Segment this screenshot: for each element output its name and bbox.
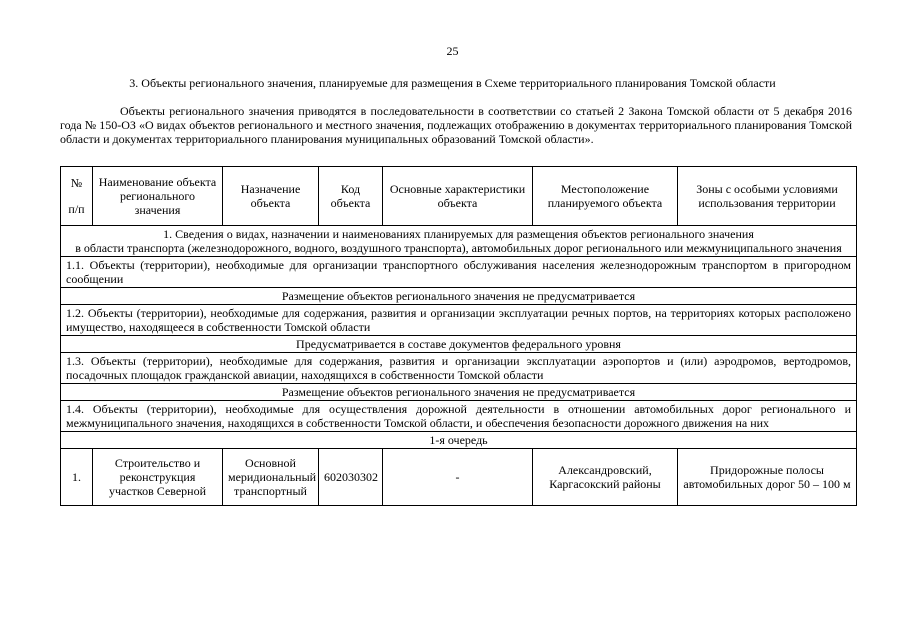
note-1-2: Предусматривается в составе документов федерального уровня [61,336,857,353]
note-row [61,384,857,401]
header-characteristics: Основные характеристики объекта [383,167,533,226]
intro-paragraph: Объекты регионального значения приводятся в последовательности в соответствии со статьей 2 Закона Томской области от 5 декабря 2016 года № 150-ОЗ «О видах объектов регионального и местного значения, подлежащих отображению в документах территориального планирования Томской области и документах территориального планирования муниципальных образований Томской области». [60,104,852,146]
table-row [61,449,857,506]
objects-table [60,166,857,506]
header-name: Наименование объекта регионального значения [93,167,223,226]
row-number: 1. [61,449,93,506]
row-zones: Придорожные полосы автомобильных дорог 50 – 100 м [678,449,857,506]
section-heading-row [61,226,857,257]
note-1-1: Размещение объектов регионального значения не предусматривается [61,288,857,305]
section-heading-line-1: 1. Сведения о видах, назначении и наименованиях планируемых для размещения объектов регионального значения [163,227,754,241]
subsection-row [61,401,857,432]
subsection-1-4: 1.4. Объекты (территории), необходимые для осуществления дорожной деятельности в отношении автомобильных дорог регионального и межмуниципального значения, находящихся в собственности Томской области, и обеспечения безопасности дорожного движения на них [61,401,857,432]
row-code: 602030302 [319,449,383,506]
subsection-1-1: 1.1. Объекты (территории), необходимые для организации транспортного обслуживания населения железнодорожным транспортом в пригородном сообщении [61,257,857,288]
stage-row [61,432,857,449]
subsection-1-3: 1.3. Объекты (территории), необходимые для содержания, развития и организации эксплуатации аэропортов и (или) аэродромов, вертодромов, посадочных площадок гражданской авиации, находящихся в собственности Томской области [61,353,857,384]
table-header-row [61,167,857,226]
subsection-row [61,353,857,384]
section-heading-line-2: в области транспорта (железнодорожного, водного, воздушного транспорта), автомобильных дорог регионального или межмуниципального значения [75,241,842,255]
header-location: Местоположение планируемого объекта [533,167,678,226]
row-characteristics: - [383,449,533,506]
subsection-row [61,257,857,288]
row-purpose: Основной меридиональный транспортный [223,449,319,506]
subsection-1-2: 1.2. Объекты (территории), необходимые для содержания, развития и организации эксплуатации речных портов, на территориях которых расположено имущество, находящееся в собственности Томской области [61,305,857,336]
stage-label: 1-я очередь [61,432,857,449]
note-row [61,336,857,353]
row-name: Строительство и реконструкция участков Северной [93,449,223,506]
page-number: 25 [446,44,459,58]
header-code: Код объекта [319,167,383,226]
header-number: № п/п [61,167,93,226]
section-heading [61,226,857,257]
note-row [61,288,857,305]
header-zones: Зоны с особыми условиями использования территории [678,167,857,226]
header-purpose: Назначение объекта [223,167,319,226]
subsection-row [61,305,857,336]
note-1-3: Размещение объектов регионального значения не предусматривается [61,384,857,401]
section-title: 3. Объекты регионального значения, планируемые для размещения в Схеме территориального планирования Томской области [129,76,776,90]
row-location: Александровский, Каргасокский районы [533,449,678,506]
